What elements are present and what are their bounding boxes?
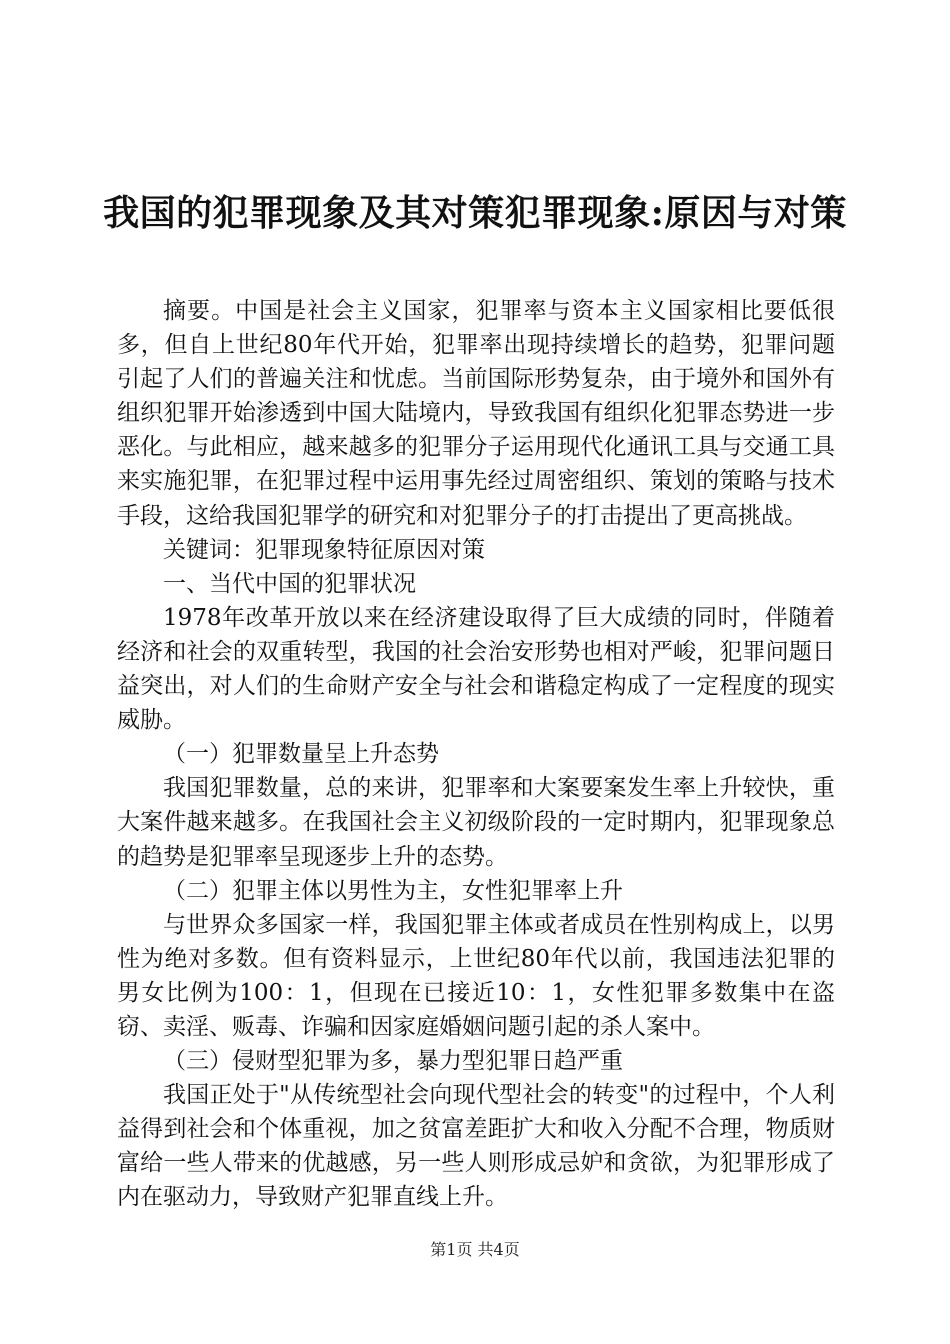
subsection-heading: （二）犯罪主体以男性为主，女性犯罪率上升	[163, 877, 623, 904]
body-paragraph: 与世界众多国家一样，我国犯罪主体或者成员在性别构成上，以男性为绝对多数。但有资料显示，上世纪80年代以前，我国违法犯罪的男女比例为100：1，但现在已接近10：1，女性犯罪多数集中在盗窃、卖淫、贩毒、诈骗和因家庭婚姻问题引起的杀人案中。	[117, 911, 835, 1040]
abstract-paragraph: 摘要。中国是社会主义国家，犯罪率与资本主义国家相比要低很多，但自上世纪80年代开始，犯罪率出现持续增长的趋势，犯罪问题引起了人们的普遍关注和忧虑。当前国际形势复杂，由于境外和国外有组织犯罪开始渗透到中国大陆境内，导致我国有组织化犯罪态势进一步恶化。与此相应，越来越多的犯罪分子运用现代化通讯工具与交通工具来实施犯罪，在犯罪过程中运用事先经过周密组织、策划的策略与技术手段，这给我国犯罪学的研究和对犯罪分子的打击提出了更高挑战。	[117, 298, 835, 529]
document-title: 我国的犯罪现象及其对策犯罪现象:原因与对策	[103, 192, 847, 234]
body-paragraph: 1978年改革开放以来在经济建设取得了巨大成绩的同时，伴随着经济和社会的双重转型，我国的社会治安形势也相对严峻，犯罪问题日益突出，对人们的生命财产安全与社会和谐稳定构成了一定程度的现实威胁。	[117, 604, 835, 734]
body-paragraph: 我国正处于"从传统型社会向现代型社会的转变"的过程中，个人利益得到社会和个体重视，加之贫富差距扩大和收入分配不合理，物质财富给一些人带来的优越感，另一些人则形成忌妒和贪欲，为犯罪形成了内在驱动力，导致财产犯罪直线上升。	[117, 1082, 835, 1211]
section-heading: 一、当代中国的犯罪状况	[163, 570, 416, 597]
subsection-heading: （一）犯罪数量呈上升态势	[163, 741, 439, 768]
document-body	[117, 294, 835, 1215]
body-paragraph: 我国犯罪数量，总的来讲，犯罪率和大案要案发生率上升较快，重大案件越来越多。在我国社会主义初级阶段的一定时期内，犯罪现象总的趋势是犯罪率呈现逐步上升的态势。	[117, 775, 835, 870]
keywords-line: 关键词：犯罪现象特征原因对策	[163, 536, 485, 563]
page-footer: 第1页 共4页	[430, 1240, 520, 1259]
subsection-heading: （三）侵财型犯罪为多，暴力型犯罪日趋严重	[163, 1048, 623, 1075]
